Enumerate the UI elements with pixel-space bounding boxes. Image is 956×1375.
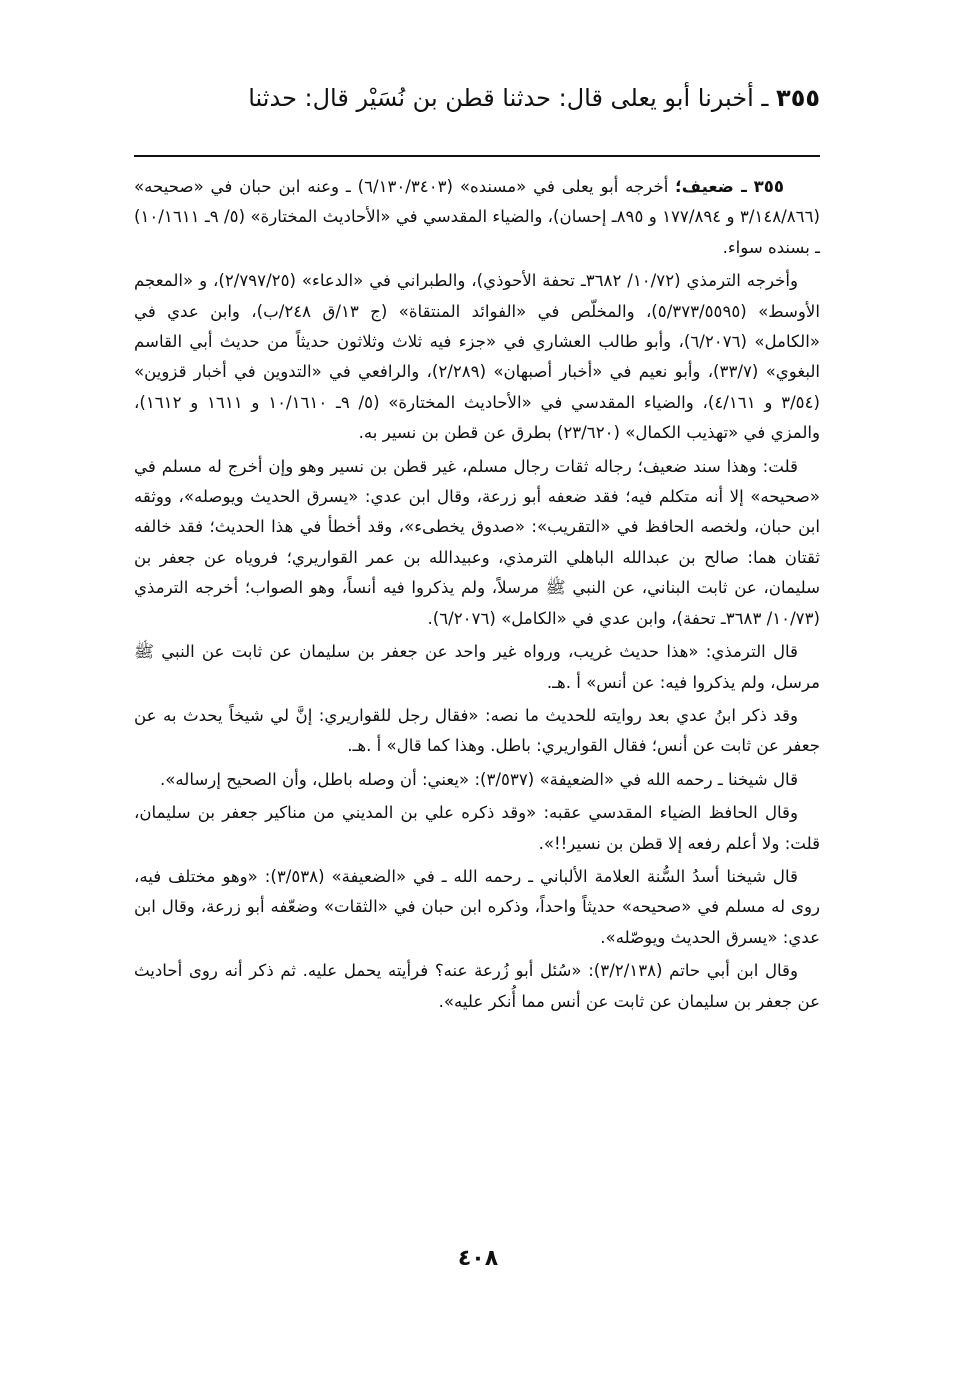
footnote-paragraph: قال شيخنا أسدُ السُّنة العلامة الألباني ـ رحمه الله ـ في «الضعيفة» (٣/٥٣٨): «وهو مختلف فيه، روى له مسلم في «صحيحه» حديثاً واحداً، وذكره ابن حبان في «الثقات» وضعّفه أبو زرعة، وقال ابن عدي: «يسرق الحديث ويوصّله». bbox=[134, 866, 820, 947]
footnote-paragraph: وقد ذكر ابنُ عدي بعد روايته للحديث ما نصه: «فقال رجل للقواريري: إنَّ لي شيخاً يحدث به عن جعفر عن ثابت عن أنس؛ فقال القواريري: باطل. وهذا كما قال» أ .هـ. bbox=[134, 705, 820, 756]
footnote-paragraph: وقال ابن أبي حاتم (٣/٢/١٣٨): «سُئل أبو زُرعة عنه؟ فرأيته يحمل عليه. ثم ذكر أنه روى أحاديث عن جعفر بن سليمان عن ثابت عن أنس مما أُنكر عليه». bbox=[134, 961, 820, 1011]
main-text-line bbox=[100, 78, 820, 118]
footnote-separator bbox=[134, 155, 820, 157]
hadith-text: ـ أخبرنا أبو يعلى قال: حدثنا قطن بن نُسَيْر قال: حدثنا bbox=[248, 84, 769, 112]
footnote-paragraph: وقال الحافظ الضياء المقدسي عقبه: «وقد ذكره علي بن المديني من مناكير جعفر بن سليمان، قلت: ولا أعلم رفعه إلا قطن بن نسير!!». bbox=[134, 803, 820, 853]
page-number: ٤٠٨ bbox=[457, 1246, 499, 1271]
footnote-grade: ـ ضعيف؛ bbox=[675, 177, 747, 196]
footnote-text: أخرجه أبو يعلى في «مسنده» (٦/١٣٠/٣٤٠٣) ـ وعنه ابن حبان في «صحيحه» (٣/١٤٨/٨٦٦ و ١٧٧/٨٩٤ و ٨٩٥ـ إحسان)، والضياء المقدسي في «الأحاديث المختارة» (٥/ ٩ـ ١٠/١٦١١) ـ بسنده سواء. bbox=[134, 177, 820, 257]
footnote-paragraph: قال الترمذي: «هذا حديث غريب، ورواه غير واحد عن جعفر بن سليمان عن ثابت عن النبي ﷺ مرسل، ولم يذكروا فيه: عن أنس» أ .هـ. bbox=[134, 642, 820, 692]
footnote-paragraph: قلت: وهذا سند ضعيف؛ رجاله ثقات رجال مسلم، غير قطن بن نسير وهو وإن أخرج له مسلم في «صحيحه» إلا أنه متكلم فيه؛ فقد ضعفه أبو زرعة، وقال ابن عدي: «يسرق الحديث ويوصله»، ووثقه ابن حبان، ولخصه الحافظ في «التقريب»: «صدوق يخطىء»، وقد أخطأ في هذا الحديث؛ فقد خالفه ثقتان هما: صالح بن عبدالله الباهلي الترمذي، وعبيدالله بن عمر القواريري؛ فروياه عن جعفر بن سليمان، عن ثابت البناني، عن النبي ﷺ مرسلاً، ولم يذكروا فيه أنساً، وهو الصواب؛ أخرجه الترمذي (١٠/٧٣/ ٣٦٨٣ـ تحفة)، وابن عدي في «الكامل» (٦/٢٠٧٦). bbox=[134, 456, 820, 628]
hadith-number: ٣٥٥ bbox=[776, 84, 820, 112]
footnotes bbox=[134, 172, 820, 1020]
footnote-paragraph bbox=[134, 172, 820, 263]
footnote-paragraph: قال شيخنا ـ رحمه الله في «الضعيفة» (٣/٥٣٧): «يعني: أن وصله باطل، وأن الصحيح إرساله». bbox=[159, 769, 798, 789]
footnote-number: ٣٥٥ bbox=[753, 177, 784, 196]
footnote-paragraph: وأخرجه الترمذي (١٠/٧٢/ ٣٦٨٢ـ تحفة الأحوذي)، والطبراني في «الدعاء» (٢/٧٩٧/٢٥)، و «المعجم الأوسط» (٥/٣٧٣/٥٥٩٥)، والمخلّص في «الفوائد المنتقاة» (ج ١٣/ق ٢٤٨/ب)، وابن عدي في «الكامل» (٦/٢٠٧٦)، وأبو طالب العشاري في «جزء فيه ثلاث وثلاثون حديثاً من حديث أبي القاسم البغوي» (٣٣/٧)، وأبو نعيم في «أخبار أصبهان» (٢/٢٨٩)، والرافعي في «التدوين في أخبار قزوين» (٣/٥٤ و ٤/١٦١)، والضياء المقدسي في «الأحاديث المختارة» (٥/ ٩ـ ١٠/١٦١٠ و ١٦١١ و ١٦١٢)، والمزي في «تهذيب الكمال» (٢٣/٦٢٠) بطرق عن قطن بن نسير به. bbox=[134, 271, 820, 443]
